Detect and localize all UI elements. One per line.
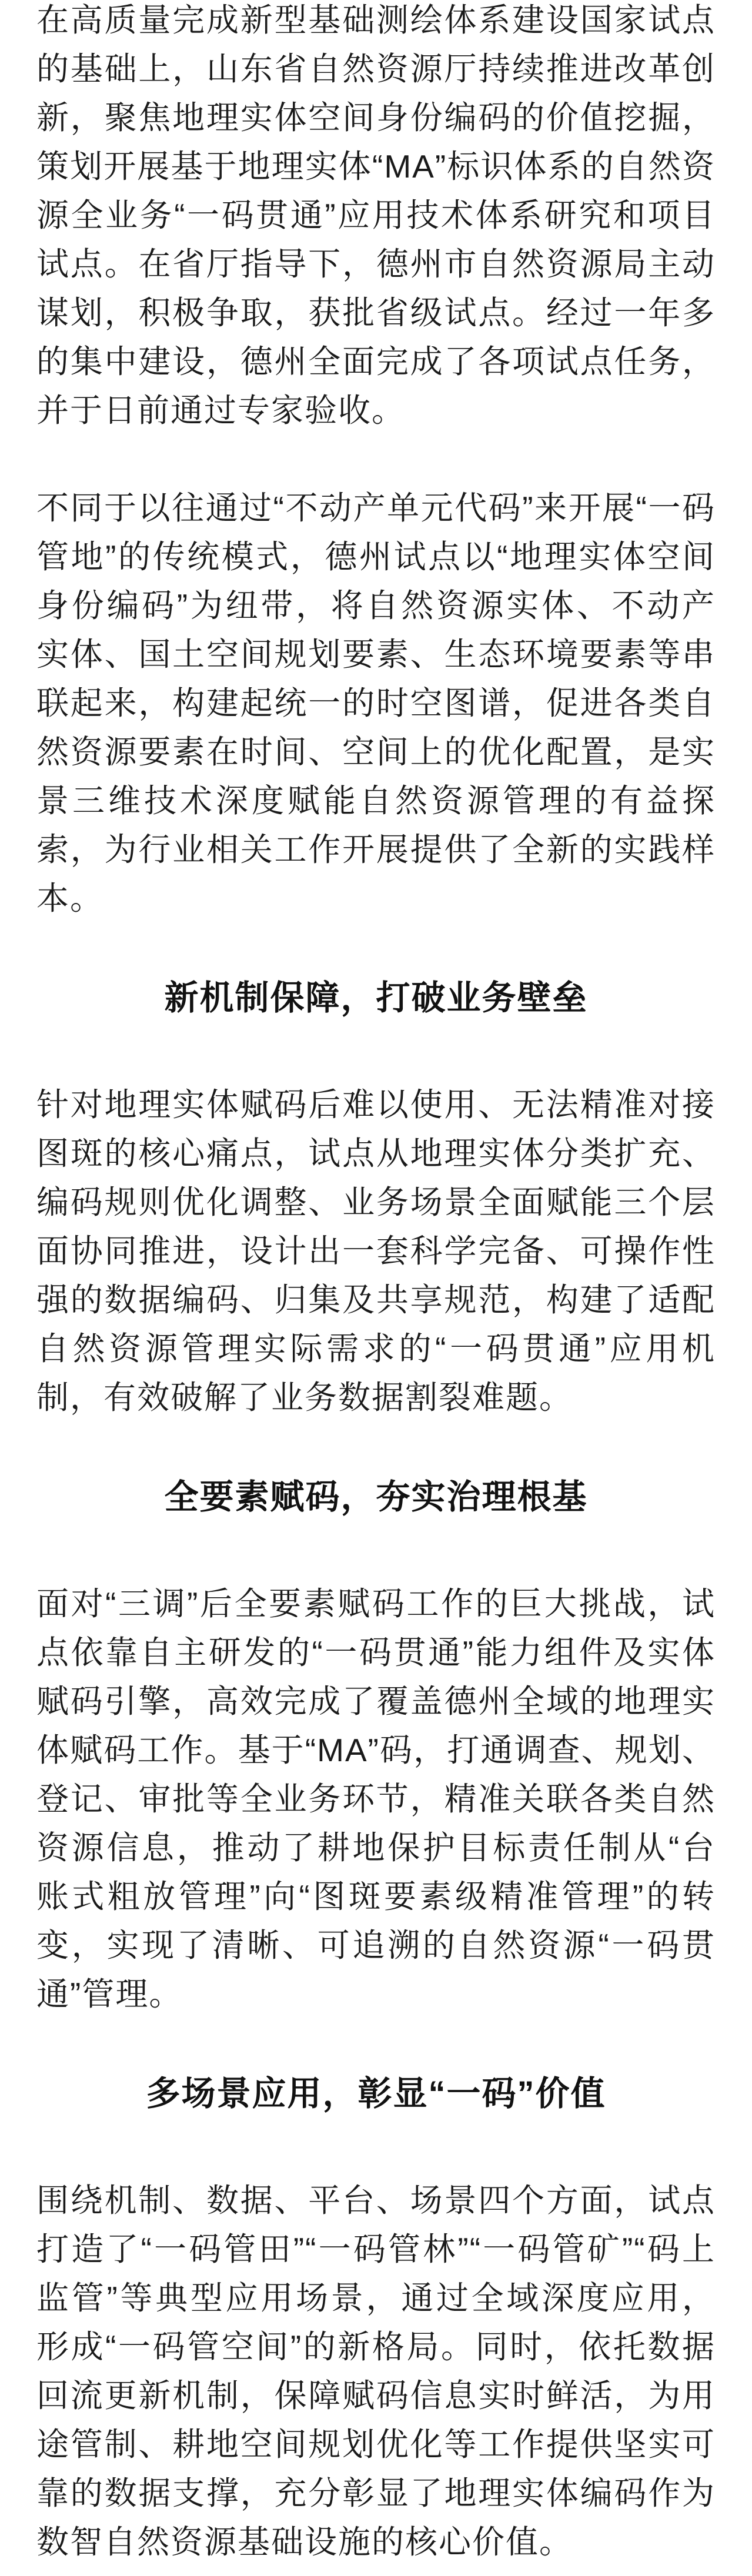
paragraph-scenario-value: 围绕机制、数据、平台、场景四个方面，试点打造了“一码管田”“一码管林”“一码管矿”“码上监管”等典型应用场景，通过全域深度应用，形成“一码管空间”的新格局。同时，依托数据回流更新机制，保障赋码信息实时鲜活，为用途管制、耕地空间规划优化等工作提供坚实可靠的数据支撑，充分彰显了地理实体编码作为数智自然资源基础设施的核心价值。 bbox=[36, 2182, 716, 2560]
section-heading-full-element-coding: 全要素赋码，夯实治理根基 bbox=[164, 1478, 588, 1516]
paragraph-mechanism-detail: 针对地理实体赋码后难以使用、无法精准对接图斑的核心痛点，试点从地理实体分类扩充、编码规则优化调整、业务场景全面赋能三个层面协同推进，设计出一套科学完备、可操作性强的数据编码、归集及共享规范，构建了适配自然资源管理实际需求的“一码贯通”应用机制，有效破解了业务数据割裂难题。 bbox=[36, 1086, 716, 1416]
section-heading-mechanism: 新机制保障，打破业务壁垒 bbox=[164, 979, 588, 1017]
paragraph-intro-pilot: 在高质量完成新型基础测绘体系建设国家试点的基础上，山东省自然资源厅持续推进改革创新，聚焦地理实体空间身份编码的价值挖掘，策划开展基于地理实体“MA”标识体系的自然资源全业务“一码贯通”应用技术体系研究和项目试点。在省厅指导下，德州市自然资源局主动谋划，积极争取，获批省级试点。经过一年多的集中建设，德州全面完成了各项试点任务，并于日前通过专家验收。 bbox=[36, 2, 716, 429]
section-heading-multi-scenario: 多场景应用，彰显“一码”价值 bbox=[146, 2075, 606, 2113]
paragraph-coding-work: 面对“三调”后全要素赋码工作的巨大挑战，试点依靠自主研发的“一码贯通”能力组件及实体赋码引擎，高效完成了覆盖德州全域的地理实体赋码工作。基于“MA”码，打通调查、规划、登记、审批等全业务环节，精准关联各类自然资源信息，推动了耕地保护目标责任制从“台账式粗放管理”向“图斑要素级精准管理”的转变，实现了清晰、可追溯的自然资源“一码贯通”管理。 bbox=[36, 1585, 716, 2012]
article-body bbox=[36, 0, 716, 2567]
paragraph-coding-model: 不同于以往通过“不动产单元代码”来开展“一码管地”的传统模式，德州试点以“地理实体空间身份编码”为纽带，将自然资源实体、不动产实体、国土空间规划要素、生态环境要素等串联起来，构建起统一的时空图谱，促进各类自然资源要素在时间、空间上的优化配置，是实景三维技术深度赋能自然资源管理的有益探索，为行业相关工作开展提供了全新的实践样本。 bbox=[36, 490, 716, 916]
